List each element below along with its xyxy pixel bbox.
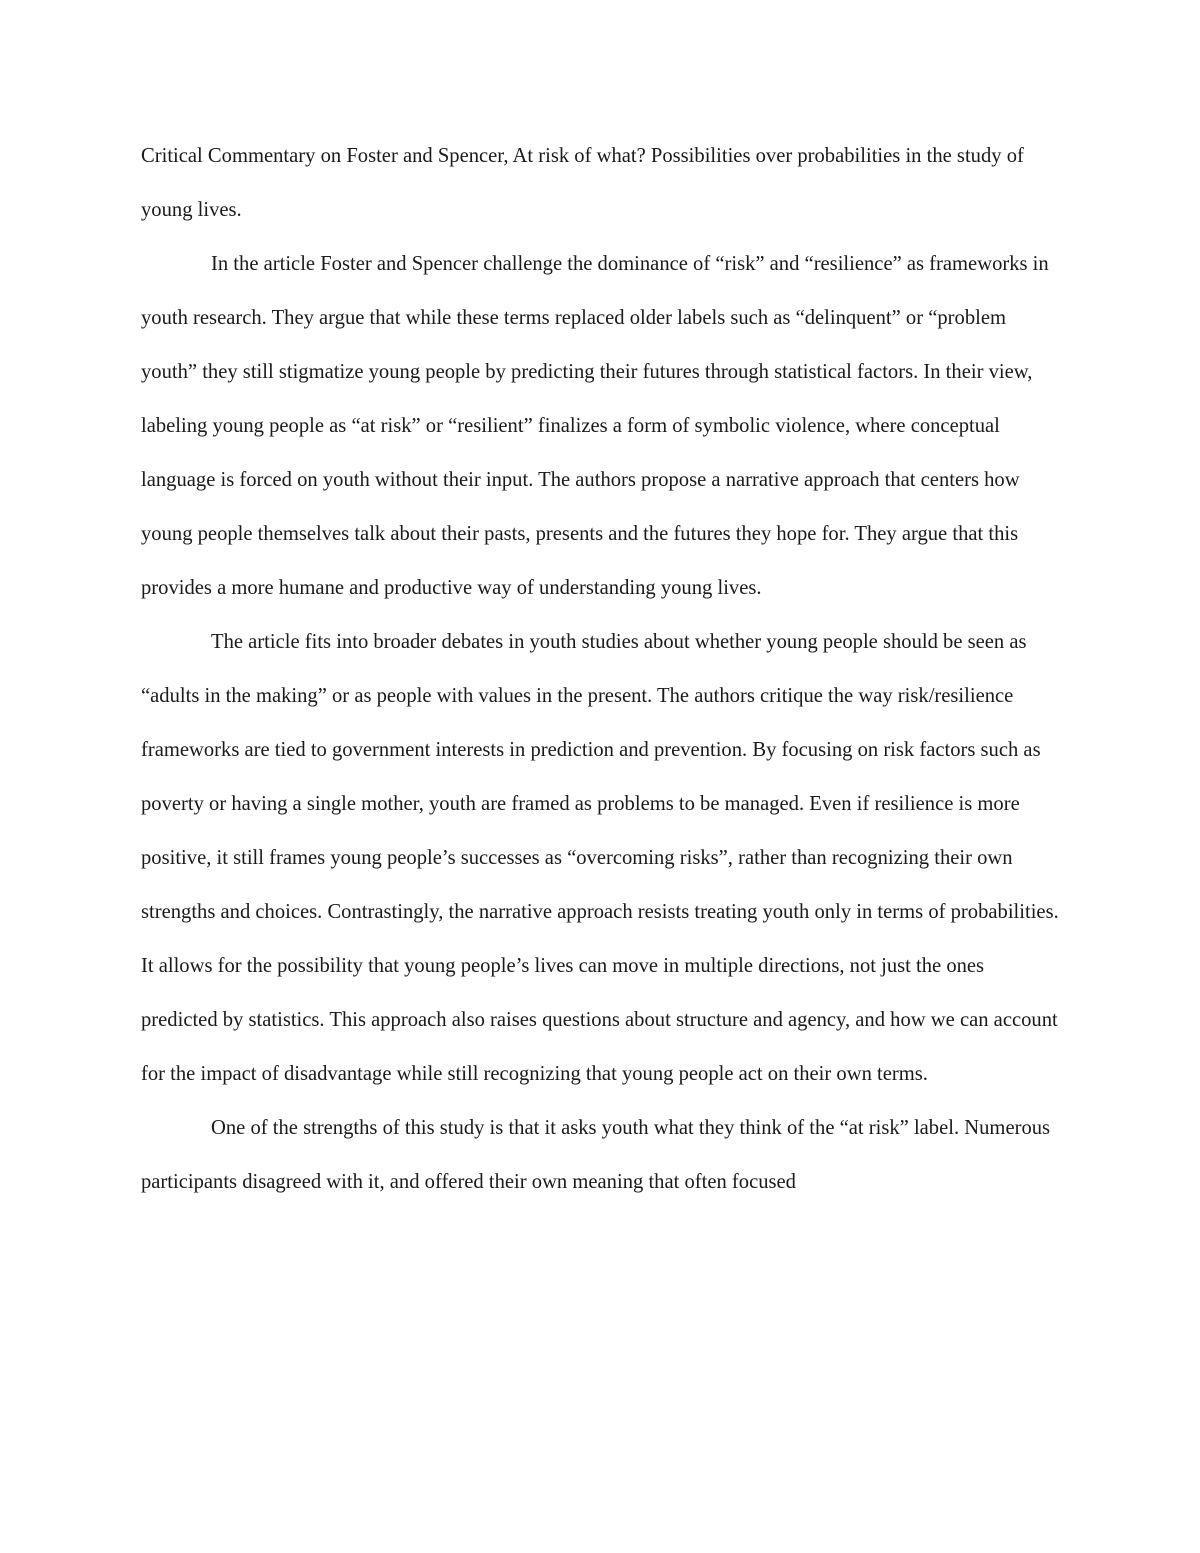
document-title: Critical Commentary on Foster and Spencer, At risk of what? Possibilities over probabilities in the study of young lives.	[141, 145, 1024, 221]
paragraph-intro: In the article Foster and Spencer challenge the dominance of “risk” and “resilience” as frameworks in youth research. They argue that while these terms replaced older labels such as “delinquent” or “problem youth” they still stigmatize young people by predicting their futures through statistical factors. In their view, labeling young people as “at risk” or “resilient” finalizes a form of symbolic violence, where conceptual language is forced on youth without their input. The authors propose a narrative approach that centers how young people themselves talk about their pasts, presents and the futures they hope for. They argue that this provides a more humane and productive way of understanding young lives.	[141, 253, 1049, 599]
paragraph-strengths: One of the strengths of this study is that it asks youth what they think of the “at risk” label. Numerous participants disagreed with it, and offered their own meaning that often focused	[141, 1117, 1051, 1193]
paragraph-debates: The article fits into broader debates in youth studies about whether young people should be seen as “adults in the making” or as people with values in the present. The authors critique the way risk/resilience frameworks are tied to government interests in prediction and prevention. By focusing on risk factors such as poverty or having a single mother, youth are framed as problems to be managed. Even if resilience is more positive, it still frames young people’s successes as “overcoming risks”, rather than recognizing their own strengths and choices. Contrastingly, the narrative approach resists treating youth only in terms of probabilities. It allows for the possibility that young people’s lives can move in multiple directions, not just the ones predicted by statistics. This approach also raises questions about structure and agency, and how we can account for the impact of disadvantage while still recognizing that young people act on their own terms.	[141, 631, 1059, 1085]
document-body	[141, 129, 1059, 1209]
